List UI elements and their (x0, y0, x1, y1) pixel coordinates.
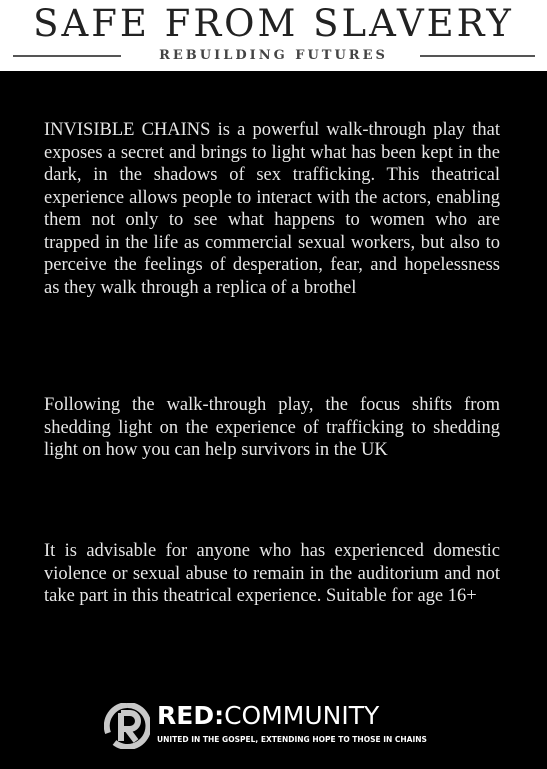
logo-tagline: UNITED IN THE GOSPEL, EXTENDING HOPE TO THOSE IN CHAINS (157, 735, 427, 744)
header-title: SAFE FROM SLAVERY (33, 2, 514, 45)
subtitle-rule-right (420, 55, 535, 57)
header-subtitle: REBUILDING FUTURES (159, 48, 388, 63)
paragraph-intro: INVISIBLE CHAINS is a powerful walk-through play that exposes a secret and brings to light what has been kept in the dark, in the shadows of sex trafficking. This theatrical experience allows people to interact with the actors, enabling them not only to see what happens to women who are trapped in the life as commercial sexual workers, but also to perceive the feelings of desperation, fear, and hopelessness as they walk through a replica of a brothel (44, 120, 500, 298)
logo-name (157, 701, 379, 731)
logo-name-light: COMMUNITY (224, 701, 380, 730)
circle-r-icon (104, 703, 150, 749)
red-community-logo (104, 703, 444, 755)
paragraph-focus: Following the walk-through play, the focus shifts from shedding light on the experience of trafficking to shedding light on how you can help survivors in the UK (44, 395, 500, 460)
header-subtitle-row (0, 46, 547, 66)
header-banner (0, 0, 547, 71)
logo-name-strong: RED: (157, 701, 225, 730)
paragraph-advisory: It is advisable for anyone who has experienced domestic violence or sexual abuse to remain in the auditorium and not take part in this theatrical experience. Suitable for age 16+ (44, 541, 500, 606)
